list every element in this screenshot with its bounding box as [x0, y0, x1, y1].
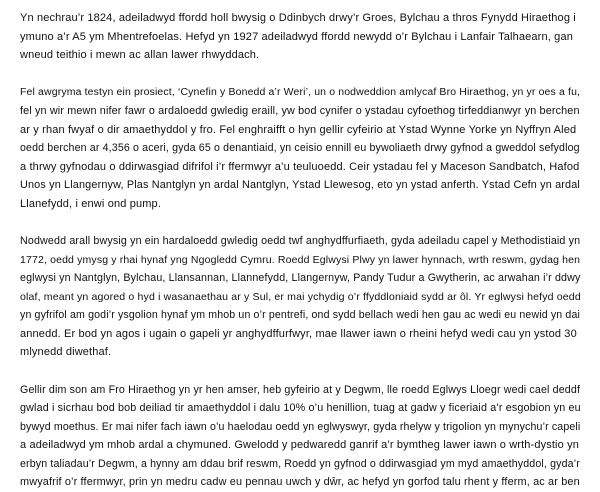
- text-line: erbyn taliadau’r Degwm, a hynny am ddau brif reswm, Roedd yn gyfnod o ddirwasgiad ym myd amaethyddol, gyda’r: [20, 457, 580, 470]
- text-line: Unos yn Llangernyw, Plas Nantglyn yn ardal Nantglyn, Ystad Llewesog, eto yn ystad anferth. Ystad Cefn yn ardal: [20, 179, 580, 191]
- paragraph-roads: [20, 9, 580, 65]
- text-line: oedd berchen ar 4,356 o aceri, gyda 65 o denantiaid, yn ceisio ennill eu bywoliaeth drwy gyfnod a gweddol sefydlog: [20, 142, 580, 154]
- text-line: yn gyfrifol am godi’r ysgolion hynaf ym mhob un o’r pentrefi, ond sydd bellach wedi hen gau ac wedi eu newid yn dai: [20, 309, 580, 321]
- text-line: Llanefydd, i enwi ond pump.: [20, 197, 162, 210]
- paragraph-estates: [20, 84, 580, 214]
- text-line: Nodwedd arall bwysig yn ein hardaloedd gwledig oedd twf anghydffurfiaeth, gyda adeiladu capel y Methodistiaid yn: [20, 235, 581, 247]
- text-line: bywyd moethus. Er mai nifer fach iawn o’u haelodau oedd yn eglwyswyr, gyda rhelyw y trigolion yn mynychu’r capeli: [20, 420, 581, 433]
- paragraph-tithe: [20, 381, 580, 492]
- text-line: eglwysi yn Nantglyn, Bylchau, Llansannan, Llannefydd, Llangernyw, Pandy Tudur a Gwytherin, ac arwahan i’r ddwy: [20, 272, 581, 284]
- text-line: mlynedd diwethaf.: [20, 346, 112, 358]
- text-line: Yn nechrau’r 1824, adeiladwyd ffordd holl bwysig o Ddinbych drwy’r Groes, Bylchau a thros Fynydd Hiraethog i: [20, 12, 576, 24]
- text-line: mwyafrif o’r ffermwyr, prin yn medru cadw eu pennau uwch y dŵr, ac hefyd yn gorfod talu rhent y fferm, ac ar ben: [20, 476, 580, 488]
- paragraph-nonconformity: [20, 232, 580, 362]
- text-line: ymuno a’r A5 ym Mhentrefoelas. Hefyd yn 1927 adeiladwyd ffordd newydd o’r Bylchau i Lanfair Talhaearn, gan: [20, 30, 573, 43]
- text-line: a thrwy gyfnodau o ddirwasgiad difrifol i’r ffermwyr a’u teuluoedd. Ceir ystadau fel y Maceson Sandbatch, Hafod: [20, 160, 580, 173]
- text-line: Gellir dim son am Fro Hiraethog yn yr hen amser, heb gyfeirio at y Degwm, lle roedd Eglwys Lloegr wedi cael deddf: [20, 383, 581, 396]
- text-line: fel yn wir mewn nifer fawr o ardaloedd gwledig eraill, yw bod cynifer o ystadau cyfoethog tirfeddianwyr yn berchen: [20, 105, 580, 117]
- text-line: ar y rhan fwyaf o dir amaethyddol y fro. Fel enghraifft o hyn gellir cyfeirio at Ystad Wynne Yorke yn Nyffryn Aled: [20, 123, 577, 136]
- text-line: wneud teithio i mewn ac allan lawer rhwyddach.: [20, 49, 260, 61]
- text-line: a adeiladwyd ym mhob ardal a chymuned. Gwelodd y pedwaredd ganrif a’r bymtheg lawer iawn o wrth-dystio yn: [20, 439, 579, 451]
- text-line: olaf, meant yn agored o hyd i wasanaethau ar y Sul, er mai ychydig o’r ffyddloniaid sydd ar ôl. Yr eglwysi hefyd oedd: [20, 290, 581, 303]
- text-line: gwlad i sicrhau bod bob deiliad tir amaethyddol i dalu 10% o’u henillion, tuag at gadw y ficeriaid a’r esgobion yn eu: [20, 402, 581, 414]
- text-line: 1772, oedd ymysg y rhai hynaf yng Ngogledd Cymru. Roedd Eglwysi Plwy yn lawer hynnach, wrth reswm, gydag hen: [20, 253, 581, 266]
- text-line: Fel awgryma testyn ein prosiect, ‘Cynefin y Bonedd a’r Weri’, un o nodweddion amlycaf Bro Hiraethog, yn yr oes a fu,: [20, 86, 581, 98]
- text-line: annedd. Er bod yn agos i ugain o gapeli yr anghydffurfwyr, mae llawer iawn o rheini hefyd wedi cau yn ystod 30: [20, 327, 577, 340]
